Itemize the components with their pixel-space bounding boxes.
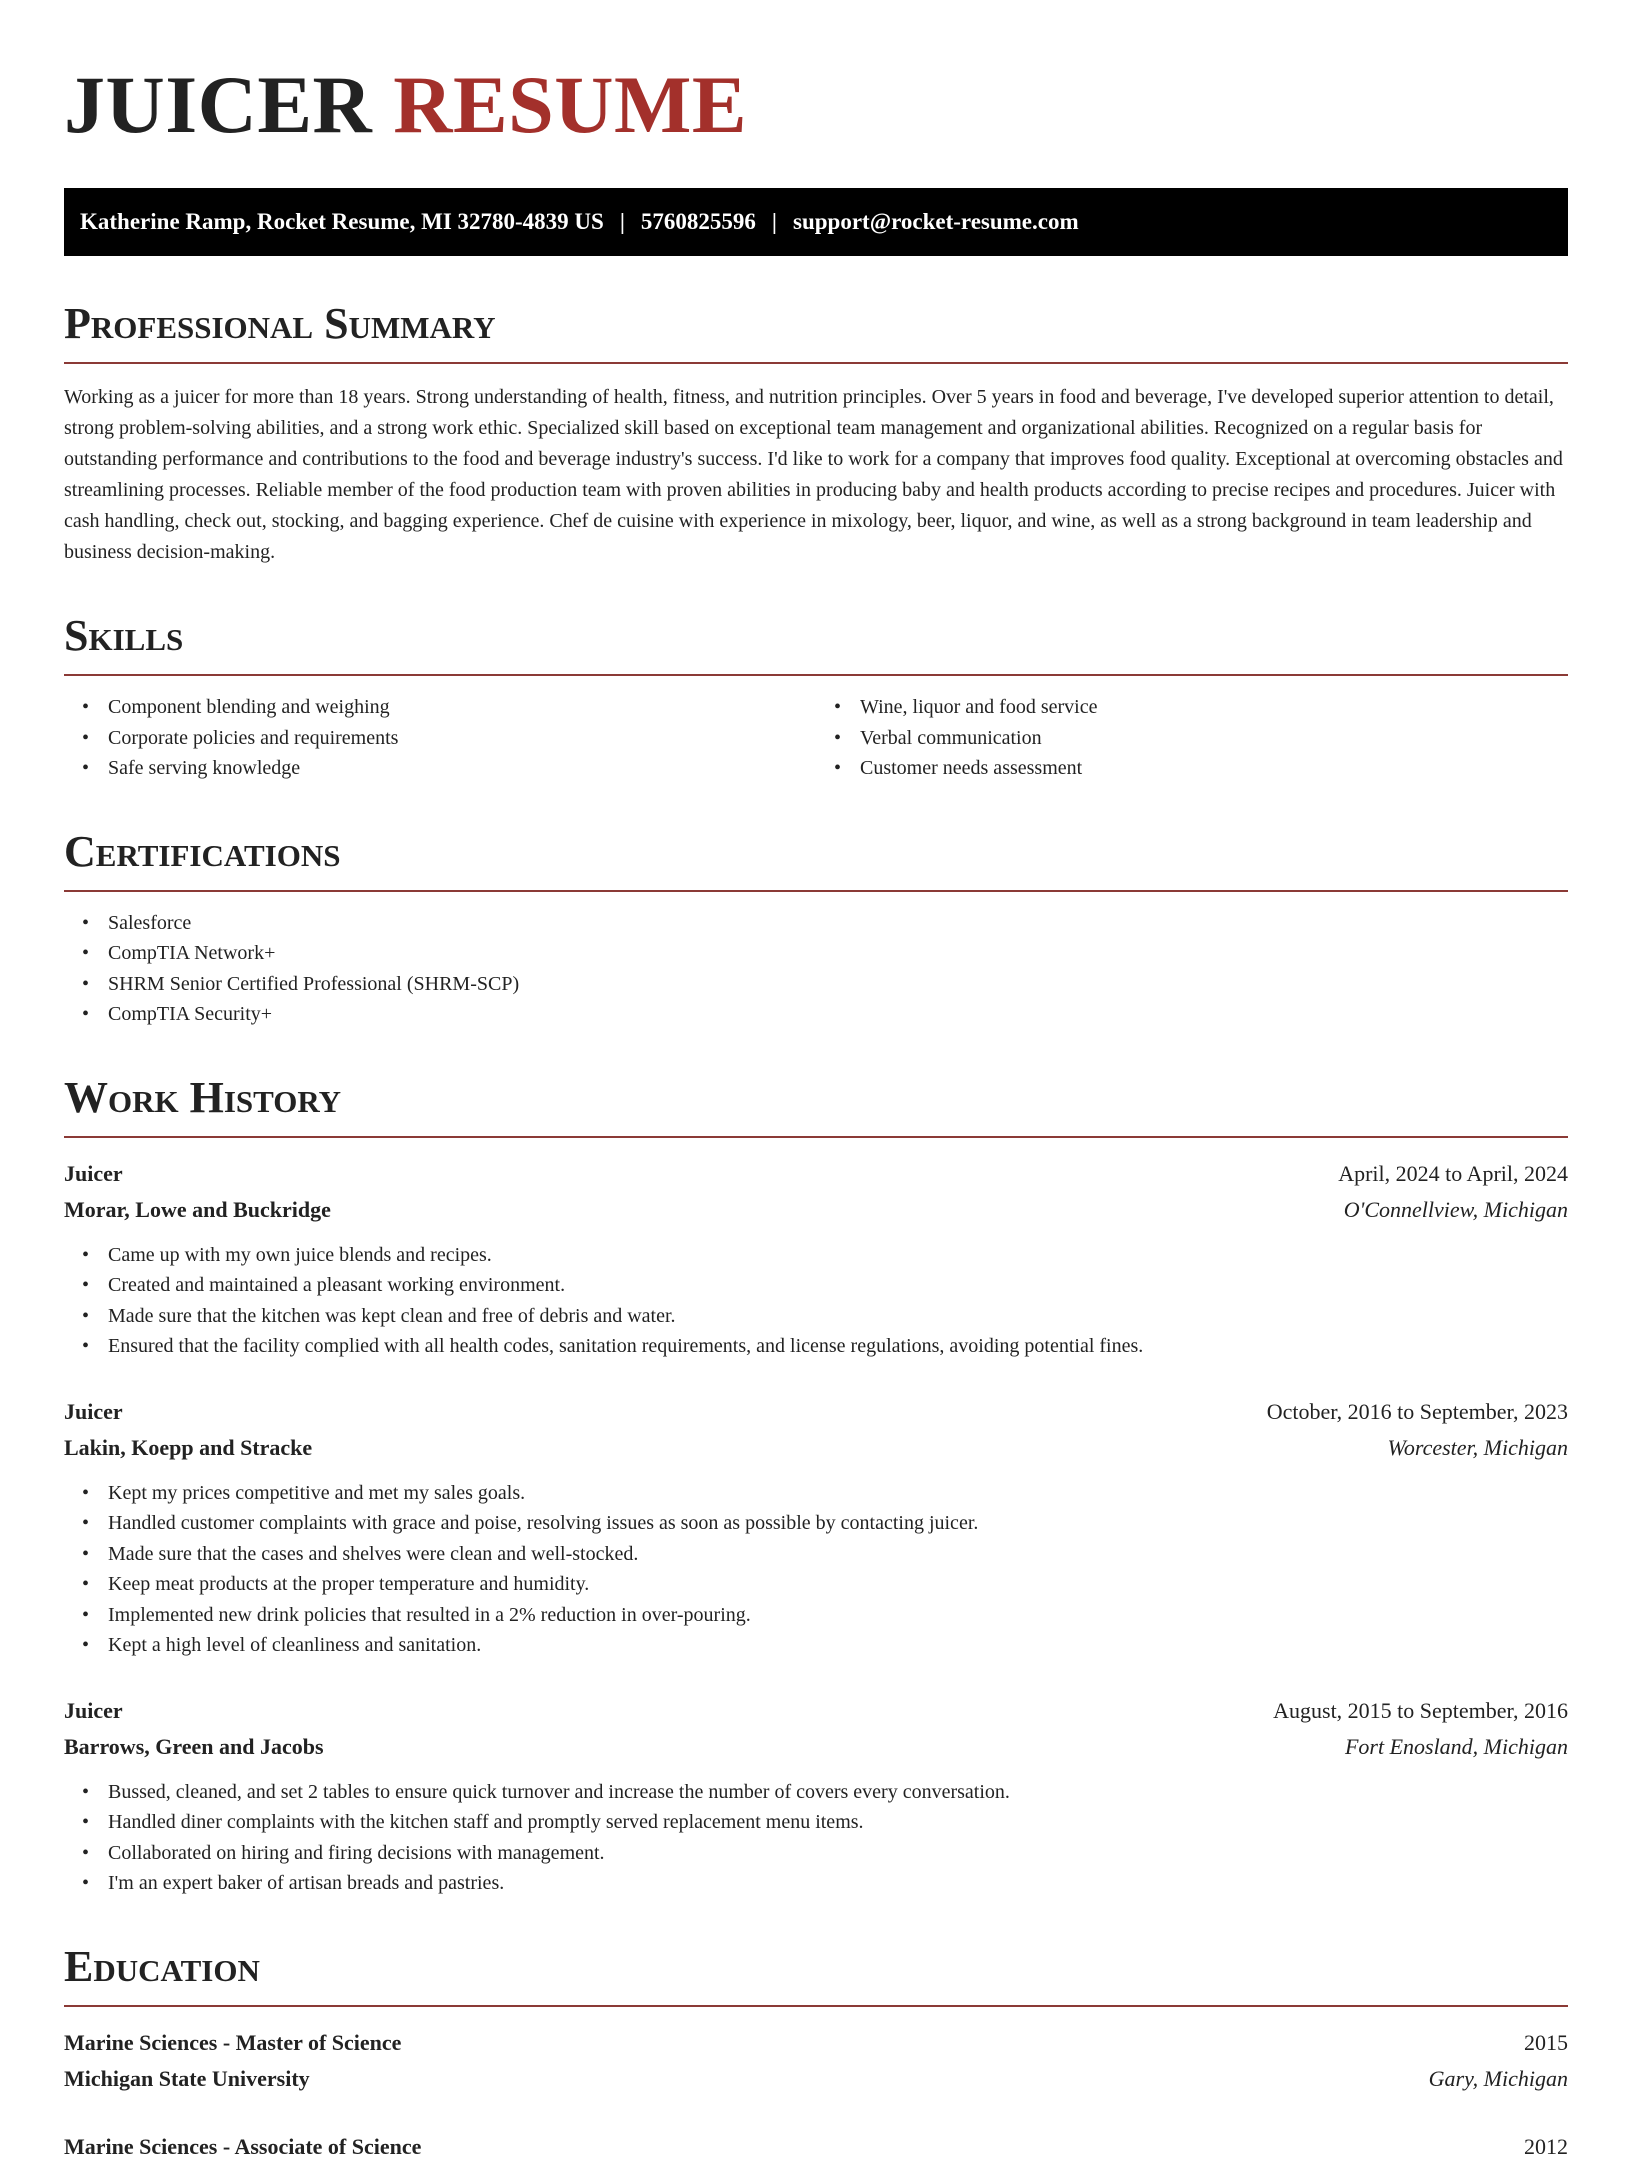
- job-company-row: [64, 1729, 1568, 1765]
- job-title-row: [64, 1156, 1568, 1192]
- resume-title: [64, 59, 1568, 150]
- job-duties-list: [64, 1478, 1568, 1661]
- job-dates: October, 2016 to September, 2023: [1266, 1398, 1568, 1424]
- contact-email[interactable]: support@rocket-resume.com: [793, 209, 1079, 234]
- job-title: Juicer: [64, 1398, 123, 1424]
- job-duty: • Collaborated on hiring and firing decisions with management.: [108, 1838, 1568, 1869]
- education-school: Michigan State University: [64, 2065, 310, 2091]
- skill-item: • Component blending and weighing: [108, 692, 816, 723]
- section-heading-skills: Skills: [64, 614, 1568, 676]
- job-company: Lakin, Koepp and Stracke: [64, 1434, 313, 1460]
- job-title: Juicer: [64, 1160, 123, 1186]
- section-heading-work-history: Work History: [64, 1076, 1568, 1138]
- contact-separator: |: [771, 209, 777, 234]
- job-duty: • Created and maintained a pleasant working environment.: [108, 1270, 1568, 1301]
- section-heading-certifications: Certifications: [64, 830, 1568, 892]
- certifications-section: [64, 826, 1568, 1030]
- job-location: Fort Enosland, Michigan: [1344, 1733, 1568, 1759]
- title-main: JUICER: [64, 59, 373, 150]
- job-title-row: [64, 1693, 1568, 1729]
- job-duty: • Implemented new drink policies that resulted in a 2% reduction in over-pouring.: [108, 1600, 1568, 1631]
- education-entry: [64, 2025, 1568, 2097]
- job-duty: • Handled customer complaints with grace and poise, resolving issues as soon as possible by contacting juicer.: [108, 1508, 1568, 1539]
- education-degree-row: [64, 2129, 1568, 2165]
- job-duties-list: [64, 1777, 1568, 1899]
- job-duty: • Came up with my own juice blends and recipes.: [108, 1240, 1568, 1271]
- skill-item: • Verbal communication: [860, 723, 1568, 754]
- certification-item: • SHRM Senior Certified Professional (SHRM-SCP): [108, 969, 1568, 1000]
- skill-item: • Safe serving knowledge: [108, 753, 816, 784]
- education-degree-row: [64, 2025, 1568, 2061]
- skills-list-right: [816, 692, 1568, 784]
- certification-item: • CompTIA Network+: [108, 938, 1568, 969]
- job-entry: [64, 1156, 1568, 1362]
- job-company-row: [64, 1430, 1568, 1466]
- job-duty: • Made sure that the kitchen was kept clean and free of debris and water.: [108, 1301, 1568, 1332]
- job-duty: • Bussed, cleaned, and set 2 tables to ensure quick turnover and increase the number of covers every conversation.: [108, 1777, 1568, 1808]
- education-year: 2012: [1524, 2133, 1568, 2159]
- education-degree: Marine Sciences - Associate of Science: [64, 2133, 422, 2159]
- job-duty: • Keep meat products at the proper temperature and humidity.: [108, 1569, 1568, 1600]
- education-location: Gary, Michigan: [1428, 2065, 1568, 2091]
- contact-phone: 5760825596: [640, 209, 756, 234]
- skill-item: • Customer needs assessment: [860, 753, 1568, 784]
- skills-list-left: [64, 692, 816, 784]
- certification-item: • CompTIA Security+: [108, 999, 1568, 1030]
- job-entry: [64, 1693, 1568, 1899]
- job-dates: April, 2024 to April, 2024: [1338, 1160, 1568, 1186]
- job-company: Morar, Lowe and Buckridge: [64, 1196, 331, 1222]
- certification-item: • Salesforce: [108, 908, 1568, 939]
- job-duty: • Kept a high level of cleanliness and sanitation.: [108, 1630, 1568, 1661]
- contact-separator: |: [619, 209, 625, 234]
- education-school-row: [64, 2061, 1568, 2097]
- job-location: O'Connellview, Michigan: [1343, 1196, 1568, 1222]
- work-history-section: [64, 1072, 1568, 1899]
- job-title: Juicer: [64, 1697, 123, 1723]
- contact-address: Katherine Ramp, Rocket Resume, MI 32780-4839 US: [80, 209, 604, 234]
- summary-text: Working as a juicer for more than 18 years. Strong understanding of health, fitness, and nutrition principles. Over 5 years in food and beverage, I've developed superior attention to detail, strong problem-solving abilities, and a strong work ethic. Specialized skill based on exceptional team management and organizational abilities. Recognized on a regular basis for outstanding performance and contributions to the food and beverage industry's success. I'd like to work for a company that improves food quality. Exceptional at overcoming obstacles and streamlining processes. Reliable member of the food production team with proven abilities in producing baby and health products according to precise recipes and procedures. Juicer with cash handling, check out, stocking, and bagging experience. Chef de cuisine with experience in mixology, beer, liquor, and wine, as well as a strong background in team leadership and business decision-making.: [64, 386, 1563, 563]
- job-company-row: [64, 1192, 1568, 1228]
- education-entry: [64, 2129, 1568, 2165]
- job-company: Barrows, Green and Jacobs: [64, 1733, 324, 1759]
- job-duty: • Ensured that the facility complied with all health codes, sanitation requirements, and license regulations, avoiding potential fines.: [108, 1331, 1568, 1362]
- summary-section: [64, 299, 1568, 568]
- section-heading-education: Education: [64, 1945, 1568, 2007]
- job-location: Worcester, Michigan: [1387, 1434, 1568, 1460]
- job-duty: • Kept my prices competitive and met my sales goals.: [108, 1478, 1568, 1509]
- education-year: 2015: [1524, 2029, 1568, 2055]
- job-duties-list: [64, 1240, 1568, 1362]
- skills-grid: [64, 676, 1568, 784]
- education-degree: Marine Sciences - Master of Science: [64, 2029, 402, 2055]
- education-section: [64, 1941, 1568, 2165]
- skills-section: [64, 611, 1568, 784]
- job-dates: August, 2015 to September, 2016: [1273, 1697, 1568, 1723]
- section-heading-summary: Professional Summary: [64, 302, 1568, 364]
- job-duty: • Made sure that the cases and shelves were clean and well-stocked.: [108, 1539, 1568, 1570]
- certifications-list: [64, 908, 1568, 1030]
- job-duty: • Handled diner complaints with the kitchen staff and promptly served replacement menu items.: [108, 1807, 1568, 1838]
- job-entry: [64, 1394, 1568, 1661]
- job-duty: • I'm an expert baker of artisan breads and pastries.: [108, 1868, 1568, 1899]
- title-accent: RESUME: [393, 59, 748, 150]
- job-title-row: [64, 1394, 1568, 1430]
- contact-bar: [64, 188, 1568, 256]
- skill-item: • Corporate policies and requirements: [108, 723, 816, 754]
- skill-item: • Wine, liquor and food service: [860, 692, 1568, 723]
